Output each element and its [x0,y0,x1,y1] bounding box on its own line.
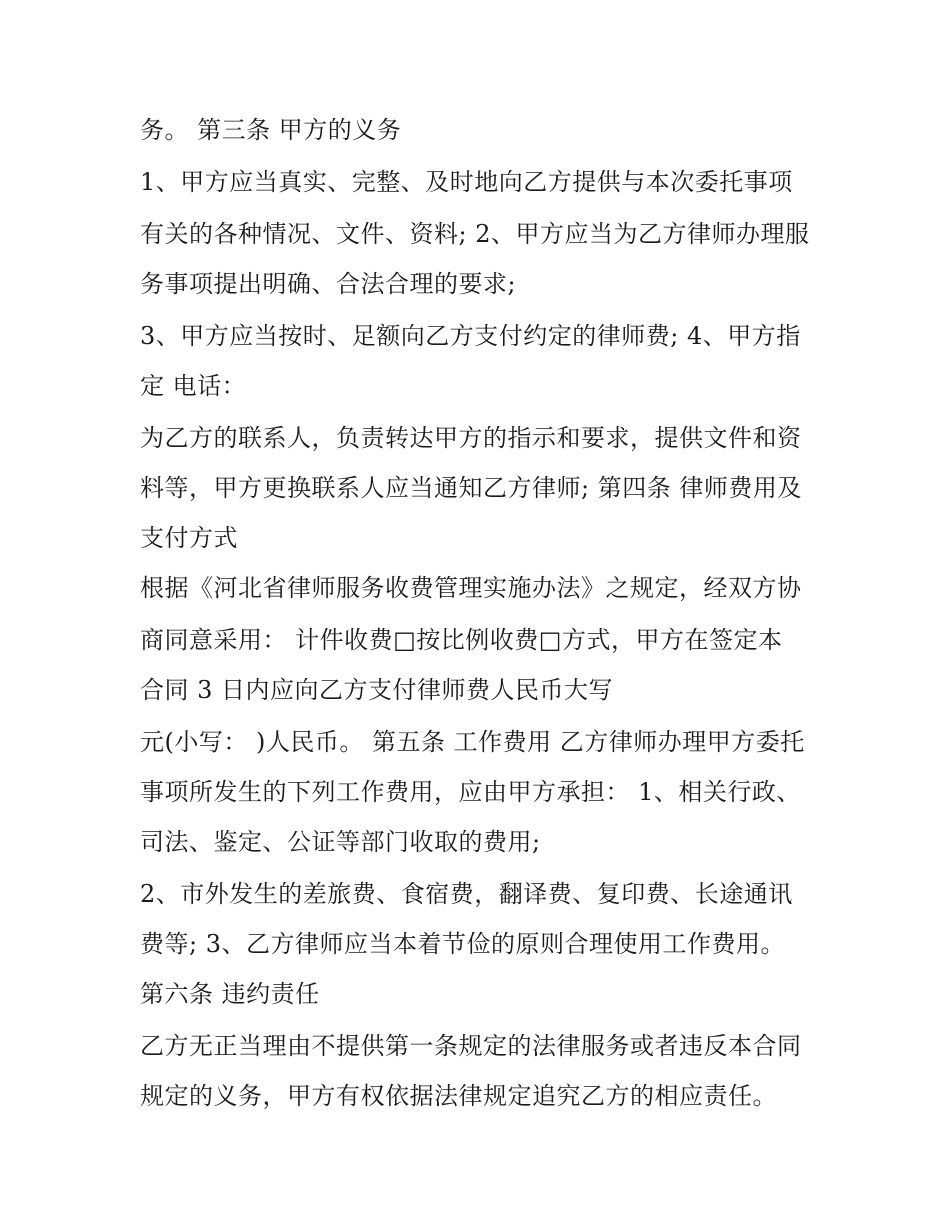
text-line-1: 务。 第三条 甲方的义务 [140,116,402,144]
text-line-13: 元(小写： )人民币。 第五条 工作费用 乙方律师办理甲方委托 [140,728,805,756]
text-line-14: 事项所发生的下列工作费用，应由甲方承担： 1、相关行政、 [140,778,801,806]
text-line-4: 务事项提出明确、合法合理的要求; [140,270,517,298]
text-line-17: 费等; 3、乙方律师应当本着节俭的原则合理使用工作费用。 [140,930,785,958]
text-line-8: 料等，甲方更换联系人应当通知乙方律师; 第四条 律师费用及 [140,474,802,502]
text-line-19: 乙方无正当理由不提供第一条规定的法律服务或者违反本合同 [140,1032,802,1060]
text-line-5: 3、甲方应当按时、足额向乙方支付约定的律师费; 4、甲方指 [140,322,801,350]
text-line-6: 定 电话： [140,372,247,400]
text-line-12: 合同 3 日内应向乙方支付律师费人民币大写 [140,676,614,704]
text-line-9: 支付方式 [140,524,238,552]
text-line-20: 规定的义务，甲方有权依据法律规定追究乙方的相应责任。 [140,1082,777,1110]
text-line-18: 第六条 违约责任 [140,980,320,1008]
text-line-3: 有关的各种情况、文件、资料; 2、甲方应当为乙方律师办理服 [140,220,810,248]
text-line-2: 1、甲方应当真实、完整、及时地向乙方提供与本次委托事项 [140,168,793,196]
text-line-16: 2、市外发生的差旅费、食宿费，翻译费、复印费、长途通讯 [140,880,793,908]
text-line-10: 根据《河北省律师服务收费管理实施办法》之规定，经双方协 [140,574,802,602]
text-line-7: 为乙方的联系人，负责转达甲方的指示和要求，提供文件和资 [140,424,802,452]
text-line-11: 商同意采用： 计件收费□按比例收费□方式，甲方在签定本 [140,626,783,654]
text-line-15: 司法、鉴定、公证等部门收取的费用; [140,828,541,856]
